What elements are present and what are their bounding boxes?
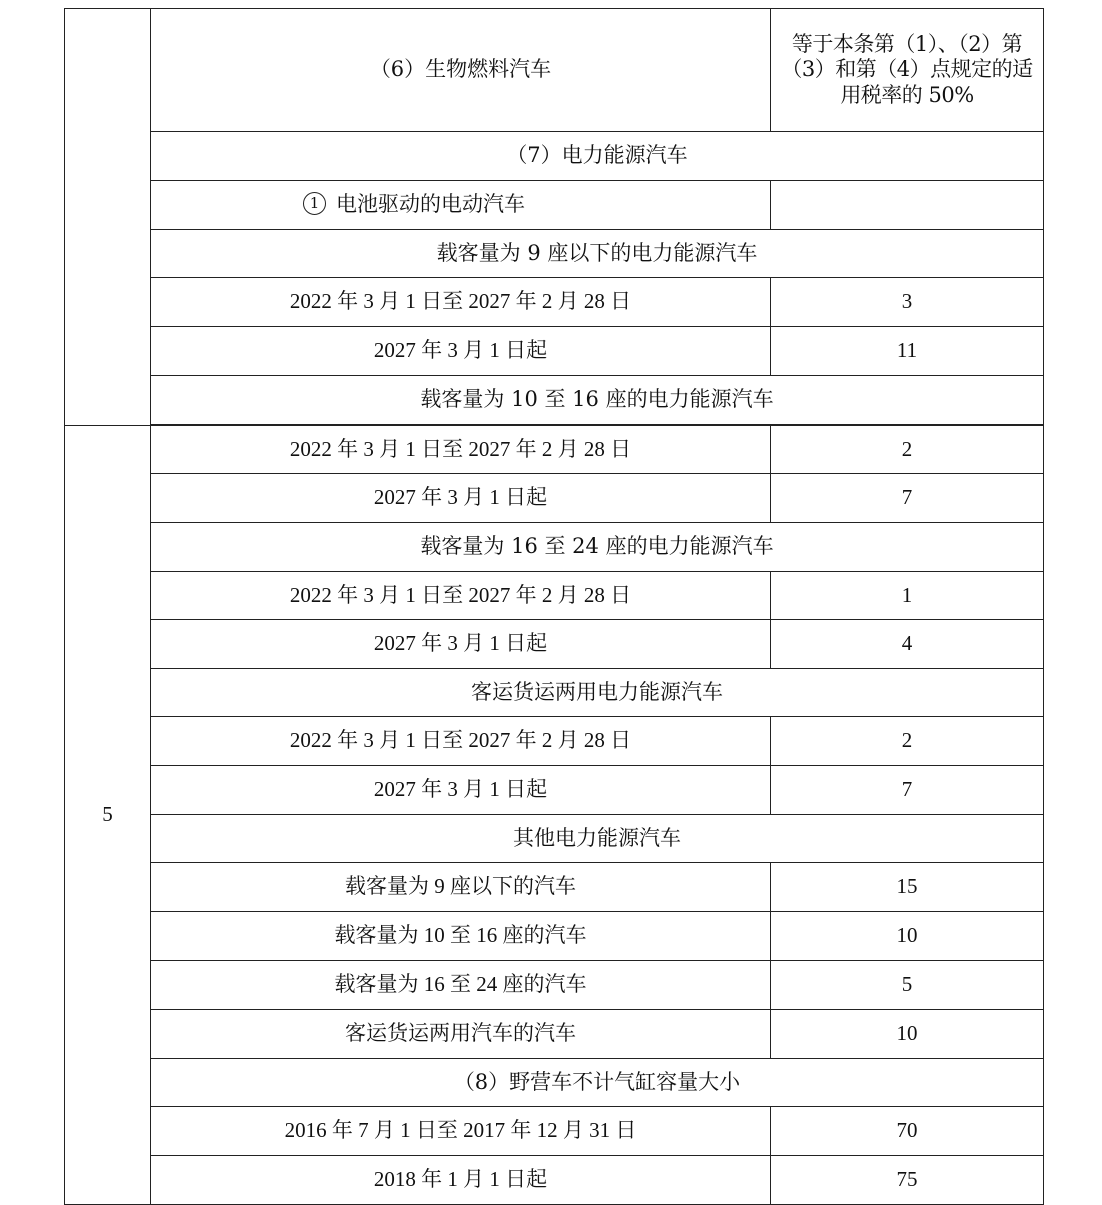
rate-value: 15	[771, 863, 1044, 912]
period-label: 2022 年 3 月 1 日至 2027 年 2 月 28 日	[151, 278, 771, 327]
period-label: 2027 年 3 月 1 日起	[151, 620, 771, 669]
biofuel-rate-line: 用税率的 50%	[840, 82, 974, 107]
biofuel-label: （6）生物燃料汽车	[151, 9, 771, 132]
battery-ev-label	[151, 181, 771, 230]
previous-group-cell	[65, 9, 151, 426]
section-title: 载客量为 10 至 16 座的电力能源汽车	[151, 376, 1044, 425]
rate-value: 2	[771, 426, 1044, 474]
period-label: 2016 年 7 月 1 日至 2017 年 12 月 31 日	[151, 1107, 771, 1156]
vehicle-type-label: 载客量为 10 至 16 座的汽车	[151, 912, 771, 961]
electric-header: （7）电力能源汽车	[151, 132, 1044, 181]
rate-value: 4	[771, 620, 1044, 669]
period-label: 2022 年 3 月 1 日至 2027 年 2 月 28 日	[151, 572, 771, 620]
biofuel-rate	[771, 9, 1044, 132]
rate-value: 5	[771, 961, 1044, 1010]
circled-number-marker: 1	[303, 192, 326, 215]
vehicle-type-label: 客运货运两用汽车的汽车	[151, 1010, 771, 1059]
rate-value: 3	[771, 278, 1044, 327]
section-title: （8）野营车不计气缸容量大小	[151, 1059, 1044, 1107]
group-number: 5	[65, 426, 151, 1205]
section-title: 其他电力能源汽车	[151, 815, 1044, 863]
rate-value: 1	[771, 572, 1044, 620]
battery-ev-rate	[771, 181, 1044, 230]
vehicle-type-label: 载客量为 9 座以下的汽车	[151, 863, 771, 912]
rate-value: 2	[771, 717, 1044, 766]
section-title: 客运货运两用电力能源汽车	[151, 669, 1044, 717]
excise-tax-rate-table	[64, 8, 1044, 1205]
period-label: 2027 年 3 月 1 日起	[151, 766, 771, 815]
period-label: 2018 年 1 月 1 日起	[151, 1156, 771, 1205]
rate-value: 7	[771, 474, 1044, 523]
rate-value: 11	[771, 327, 1044, 376]
battery-ev-text: 电池驱动的电动汽车	[336, 192, 525, 217]
period-label: 2027 年 3 月 1 日起	[151, 474, 771, 523]
rate-value: 7	[771, 766, 1044, 815]
section-title: 载客量为 9 座以下的电力能源汽车	[151, 230, 1044, 278]
vehicle-type-label: 载客量为 16 至 24 座的汽车	[151, 961, 771, 1010]
rate-value: 75	[771, 1156, 1044, 1205]
period-label: 2022 年 3 月 1 日至 2027 年 2 月 28 日	[151, 426, 771, 474]
rate-value: 10	[771, 1010, 1044, 1059]
period-label: 2027 年 3 月 1 日起	[151, 327, 771, 376]
section-title: 载客量为 16 至 24 座的电力能源汽车	[151, 523, 1044, 572]
biofuel-rate-line: （3）和第（4）点规定的适	[781, 57, 1033, 82]
rate-value: 10	[771, 912, 1044, 961]
period-label: 2022 年 3 月 1 日至 2027 年 2 月 28 日	[151, 717, 771, 766]
rate-value: 70	[771, 1107, 1044, 1156]
biofuel-rate-line: 等于本条第（1）、（2）第	[791, 32, 1023, 57]
